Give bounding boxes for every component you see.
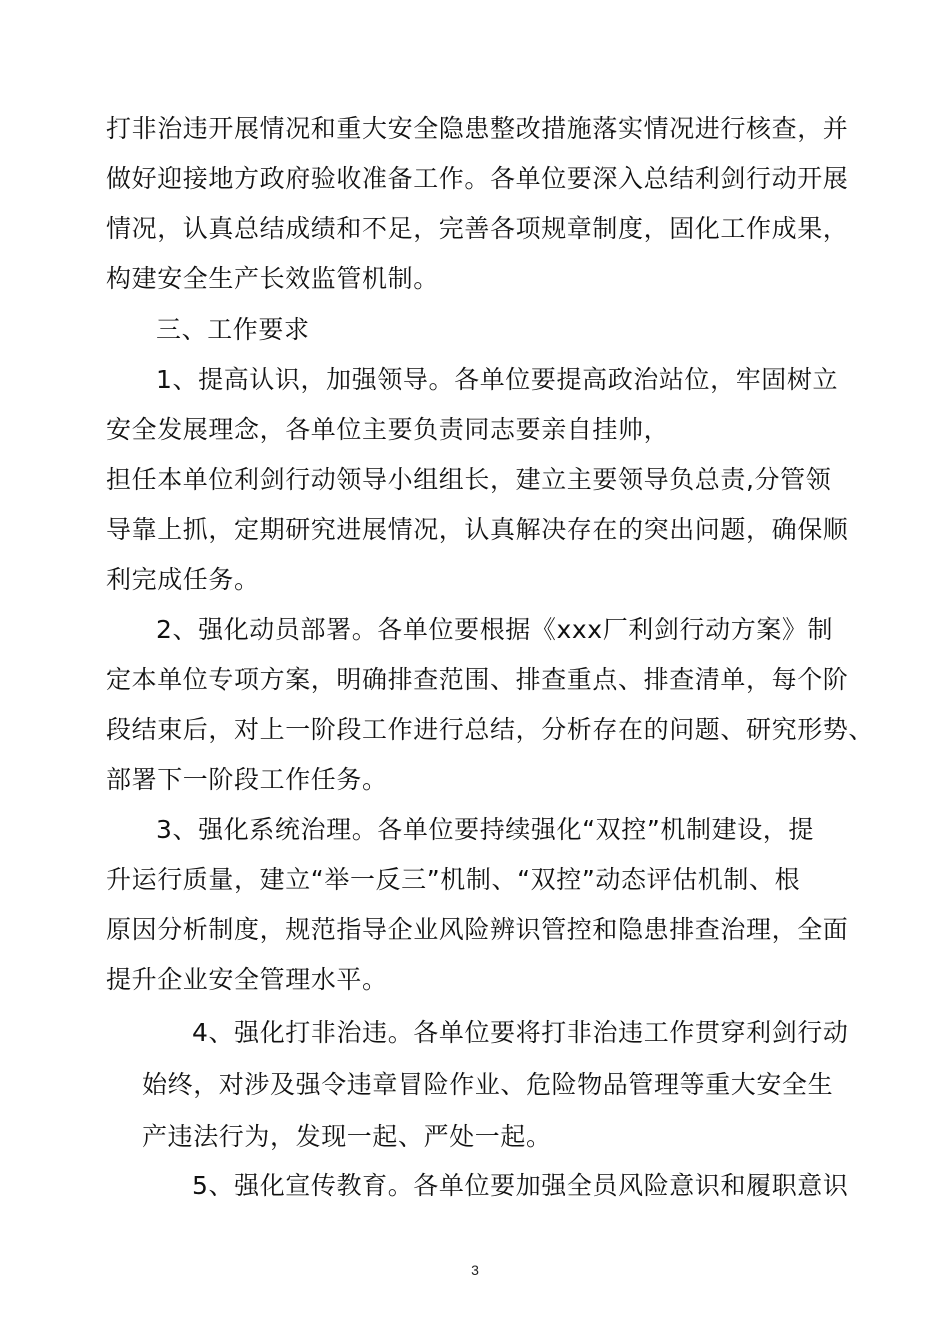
body-text-line: 做好迎接地方政府验收准备工作。各单位要深入总结利剑行动开展 xyxy=(106,164,849,193)
body-text-line: 部署下一阶段工作任务。 xyxy=(106,765,388,794)
body-text-line: 5、强化宣传教育。各单位要加强全员风险意识和履职意识 xyxy=(192,1171,849,1200)
body-text-line: 导靠上抓，定期研究进展情况，认真解决存在的突出问题，确保顺 xyxy=(106,515,849,544)
body-text-line: 安全发展理念，各单位主要负责同志要亲自挂帅， xyxy=(106,415,670,444)
body-text-line: 段结束后，对上一阶段工作进行总结，分析存在的问题、研究形势、 xyxy=(106,715,875,744)
body-text-line: 打非治违开展情况和重大安全隐患整改措施落实情况进行核查，并 xyxy=(106,114,849,143)
body-text-line: 情况，认真总结成绩和不足，完善各项规章制度，固化工作成果， xyxy=(106,214,849,243)
body-text-line: 提升企业安全管理水平。 xyxy=(106,965,388,994)
body-text-line: 2、强化动员部署。各单位要根据《xxx厂利剑行动方案》制 xyxy=(156,615,834,644)
body-text-line: 始终，对涉及强令违章冒险作业、危险物品管理等重大安全生 xyxy=(142,1070,834,1099)
body-text-line: 产违法行为，发现一起、严处一起。 xyxy=(142,1122,552,1151)
body-text-line: 担任本单位利剑行动领导小组组长，建立主要领导负总责,分管领 xyxy=(106,465,832,494)
body-text-line: 3、强化系统治理。各单位要持续强化“双控”机制建设，提 xyxy=(156,815,815,844)
body-text-line: 4、强化打非治违。各单位要将打非治违工作贯穿利剑行动 xyxy=(192,1018,849,1047)
body-text-line: 原因分析制度，规范指导企业风险辨识管控和隐患排查治理，全面 xyxy=(106,915,849,944)
body-text-line: 1、提高认识，加强领导。各单位要提高政治站位，牢固树立 xyxy=(156,365,839,394)
page-number: 3 xyxy=(471,1262,479,1278)
body-text-line: 利完成任务。 xyxy=(106,565,260,594)
body-text-line: 升运行质量，建立“举一反三”机制、“双控”动态评估机制、根 xyxy=(106,865,801,894)
body-text-line: 构建安全生产长效监管机制。 xyxy=(106,264,439,293)
body-text-line: 定本单位专项方案，明确排查范围、排查重点、排查清单，每个阶 xyxy=(106,665,849,694)
section-heading: 三、工作要求 xyxy=(156,315,310,344)
